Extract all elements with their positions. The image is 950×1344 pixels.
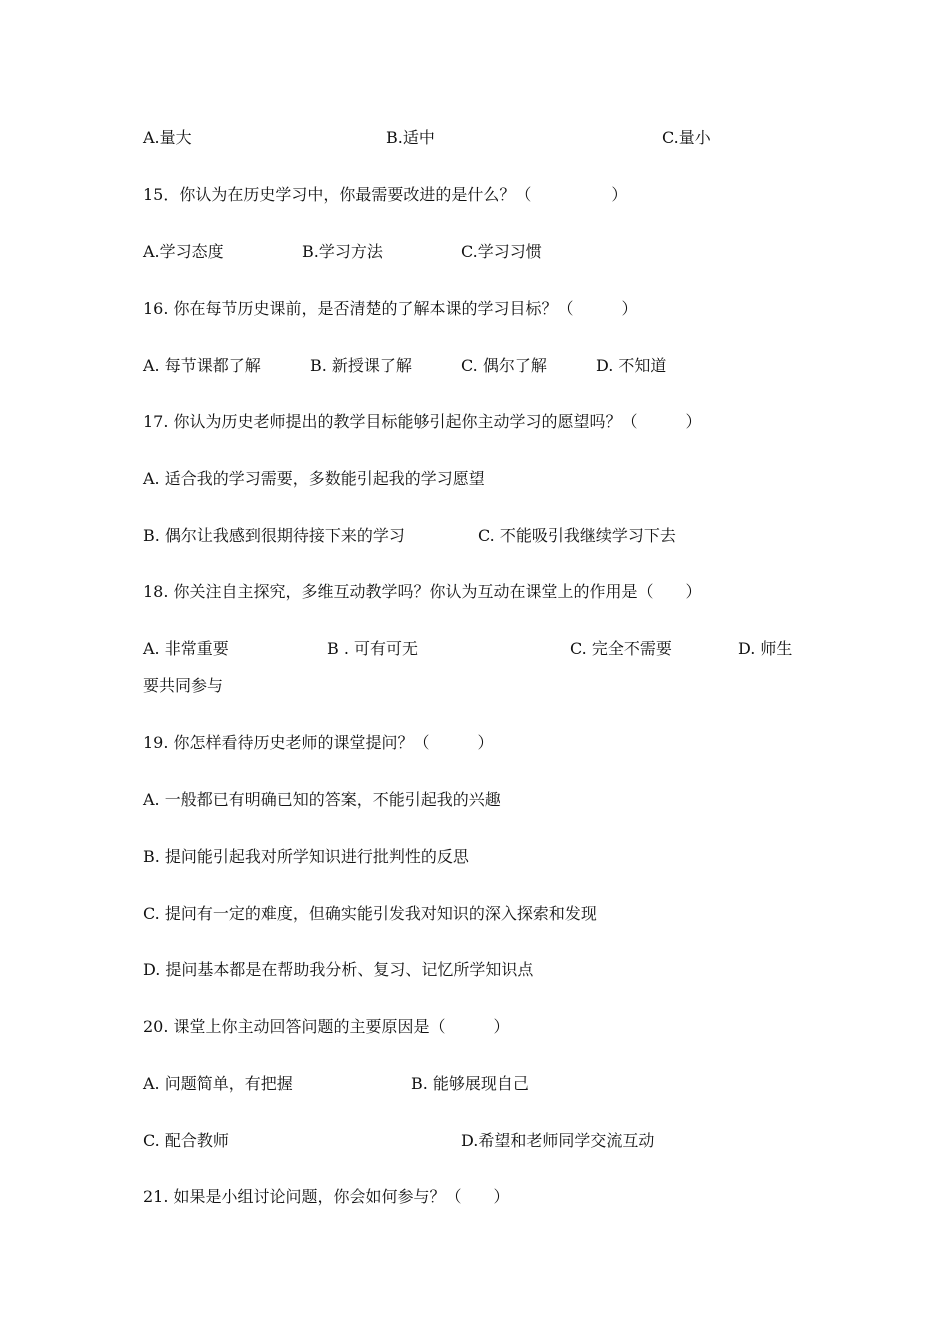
- q15-option-c: C.学习习惯: [461, 242, 542, 261]
- q18-option-d: D. 师生: [738, 639, 793, 658]
- q15-option-a: A.学习态度: [143, 242, 224, 261]
- q18-option-d-continued: 要共同参与: [143, 676, 224, 695]
- question-19: 19. 你怎样看待历史老师的课堂提问？（ ）: [143, 733, 494, 752]
- q17-option-b: B. 偶尔让我感到很期待接下来的学习: [143, 526, 405, 545]
- q19-option-b: B. 提问能引起我对所学知识进行批判性的反思: [143, 847, 469, 866]
- q16-option-d: D. 不知道: [596, 356, 667, 375]
- q20-option-b: B. 能够展现自己: [411, 1074, 529, 1093]
- q15-option-b: B.学习方法: [302, 242, 383, 261]
- q17-option-a: A. 适合我的学习需要，多数能引起我的学习愿望: [143, 469, 485, 488]
- q16-option-c: C. 偶尔了解: [461, 356, 547, 375]
- question-20: 20. 课堂上你主动回答问题的主要原因是（ ）: [143, 1017, 510, 1036]
- q14-option-b: B.适中: [386, 128, 435, 147]
- question-18: 18. 你关注自主探究，多维互动教学吗？你认为互动在课堂上的作用是（ ）: [143, 582, 702, 601]
- q18-option-a: A. 非常重要: [143, 639, 229, 658]
- q19-option-d: D. 提问基本都是在帮助我分析、复习、记忆所学知识点: [143, 960, 534, 979]
- q20-option-a: A. 问题简单，有把握: [143, 1074, 293, 1093]
- q17-option-c: C. 不能吸引我继续学习下去: [478, 526, 676, 545]
- q18-option-b: B . 可有可无: [327, 639, 419, 658]
- q14-option-a: A.量大: [143, 128, 192, 147]
- question-21: 21. 如果是小组讨论问题，你会如何参与？（ ）: [143, 1187, 510, 1206]
- question-15: 15．你认为在历史学习中，你最需要改进的是什么？（ ）: [143, 185, 628, 204]
- q16-option-b: B. 新授课了解: [310, 356, 412, 375]
- q19-option-a: A. 一般都已有明确已知的答案，不能引起我的兴趣: [143, 790, 501, 809]
- question-16: 16. 你在每节历史课前，是否清楚的了解本课的学习目标？（ ）: [143, 299, 638, 318]
- q19-option-c: C. 提问有一定的难度，但确实能引发我对知识的深入探索和发现: [143, 904, 597, 923]
- question-17: 17. 你认为历史老师提出的教学目标能够引起你主动学习的愿望吗？（ ）: [143, 412, 702, 431]
- q20-option-c: C. 配合教师: [143, 1131, 229, 1150]
- q14-option-c: C.量小: [662, 128, 711, 147]
- q18-option-c: C. 完全不需要: [570, 639, 672, 658]
- q20-option-d: D.希望和老师同学交流互动: [461, 1131, 655, 1150]
- q16-option-a: A. 每节课都了解: [143, 356, 261, 375]
